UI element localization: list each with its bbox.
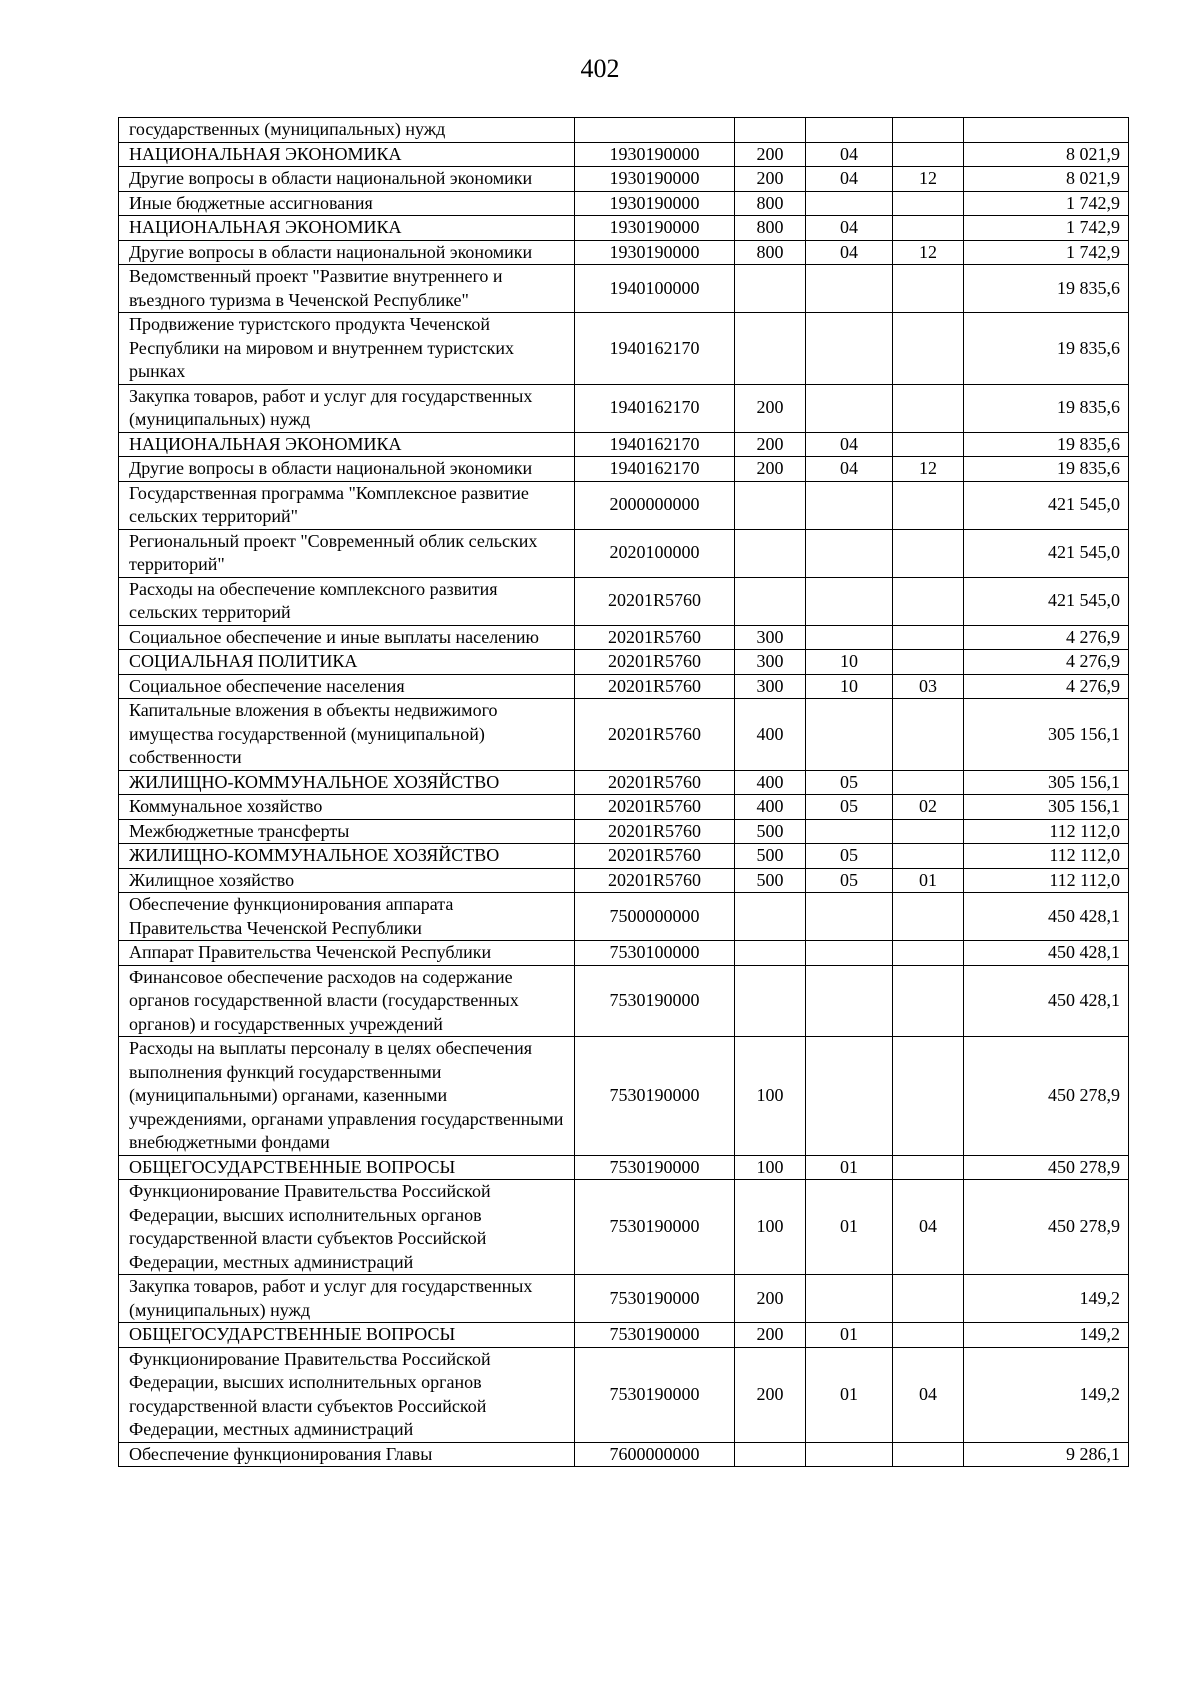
expense-type-cell bbox=[735, 265, 806, 313]
target-code-cell: 7530190000 bbox=[575, 1347, 735, 1442]
target-code-cell: 20201R5760 bbox=[575, 844, 735, 869]
target-code-cell: 20201R5760 bbox=[575, 770, 735, 795]
subsection-cell: 04 bbox=[893, 1180, 964, 1275]
section-cell: 04 bbox=[806, 432, 893, 457]
target-code-cell: 1940100000 bbox=[575, 265, 735, 313]
target-code-cell: 7530190000 bbox=[575, 1037, 735, 1156]
target-code-cell: 7530100000 bbox=[575, 941, 735, 966]
table-row bbox=[119, 1323, 1129, 1348]
budget-table bbox=[118, 117, 1129, 1467]
subsection-cell bbox=[893, 819, 964, 844]
row-name-cell: ЖИЛИЩНО-КОММУНАЛЬНОЕ ХОЗЯЙСТВО bbox=[119, 770, 575, 795]
expense-type-cell bbox=[735, 577, 806, 625]
row-name-cell: СОЦИАЛЬНАЯ ПОЛИТИКА bbox=[119, 650, 575, 675]
table-row bbox=[119, 1442, 1129, 1467]
expense-type-cell: 200 bbox=[735, 457, 806, 482]
target-code-cell: 7530190000 bbox=[575, 1155, 735, 1180]
page-number: 402 bbox=[580, 54, 620, 83]
table-row bbox=[119, 1155, 1129, 1180]
row-name-cell: Иные бюджетные ассигнования bbox=[119, 191, 575, 216]
table-row bbox=[119, 674, 1129, 699]
section-cell: 01 bbox=[806, 1323, 893, 1348]
target-code-cell: 20201R5760 bbox=[575, 699, 735, 771]
table-row bbox=[119, 770, 1129, 795]
expense-type-cell bbox=[735, 941, 806, 966]
expense-type-cell bbox=[735, 481, 806, 529]
section-cell bbox=[806, 819, 893, 844]
subsection-cell bbox=[893, 529, 964, 577]
row-name-cell: Обеспечение функционирования Главы bbox=[119, 1442, 575, 1467]
row-name-cell: Закупка товаров, работ и услуг для государственных (муниципальных) нужд bbox=[119, 1275, 575, 1323]
subsection-cell bbox=[893, 118, 964, 143]
section-cell bbox=[806, 893, 893, 941]
section-cell bbox=[806, 1442, 893, 1467]
expense-type-cell: 300 bbox=[735, 650, 806, 675]
target-code-cell: 1940162170 bbox=[575, 432, 735, 457]
amount-cell: 450 278,9 bbox=[964, 1155, 1129, 1180]
row-name-cell: Обеспечение функционирования аппарата Правительства Чеченской Республики bbox=[119, 893, 575, 941]
expense-type-cell bbox=[735, 529, 806, 577]
subsection-cell bbox=[893, 1323, 964, 1348]
table-row bbox=[119, 384, 1129, 432]
table-row bbox=[119, 457, 1129, 482]
section-cell: 01 bbox=[806, 1155, 893, 1180]
target-code-cell: 7530190000 bbox=[575, 1275, 735, 1323]
amount-cell: 1 742,9 bbox=[964, 191, 1129, 216]
row-name-cell: государственных (муниципальных) нужд bbox=[119, 118, 575, 143]
table-row bbox=[119, 1180, 1129, 1275]
amount-cell: 8 021,9 bbox=[964, 167, 1129, 192]
subsection-cell bbox=[893, 265, 964, 313]
row-name-cell: Региональный проект "Современный облик сельских территорий" bbox=[119, 529, 575, 577]
amount-cell: 4 276,9 bbox=[964, 650, 1129, 675]
subsection-cell bbox=[893, 699, 964, 771]
section-cell bbox=[806, 625, 893, 650]
amount-cell: 19 835,6 bbox=[964, 432, 1129, 457]
section-cell: 01 bbox=[806, 1347, 893, 1442]
amount-cell: 19 835,6 bbox=[964, 457, 1129, 482]
subsection-cell bbox=[893, 1442, 964, 1467]
amount-cell: 1 742,9 bbox=[964, 216, 1129, 241]
table-row bbox=[119, 1037, 1129, 1156]
expense-type-cell: 300 bbox=[735, 625, 806, 650]
expense-type-cell: 200 bbox=[735, 1323, 806, 1348]
table-row bbox=[119, 965, 1129, 1037]
table-row bbox=[119, 142, 1129, 167]
expense-type-cell: 400 bbox=[735, 699, 806, 771]
expense-type-cell: 200 bbox=[735, 432, 806, 457]
table-row bbox=[119, 577, 1129, 625]
target-code-cell: 1930190000 bbox=[575, 142, 735, 167]
amount-cell: 112 112,0 bbox=[964, 819, 1129, 844]
table-row bbox=[119, 481, 1129, 529]
target-code-cell: 7530190000 bbox=[575, 965, 735, 1037]
amount-cell bbox=[964, 118, 1129, 143]
expense-type-cell: 200 bbox=[735, 142, 806, 167]
subsection-cell: 04 bbox=[893, 1347, 964, 1442]
row-name-cell: Межбюджетные трансферты bbox=[119, 819, 575, 844]
subsection-cell bbox=[893, 432, 964, 457]
subsection-cell: 01 bbox=[893, 868, 964, 893]
row-name-cell: Закупка товаров, работ и услуг для государственных (муниципальных) нужд bbox=[119, 384, 575, 432]
subsection-cell bbox=[893, 481, 964, 529]
subsection-cell: 03 bbox=[893, 674, 964, 699]
section-cell bbox=[806, 1037, 893, 1156]
subsection-cell bbox=[893, 893, 964, 941]
section-cell: 04 bbox=[806, 216, 893, 241]
amount-cell: 19 835,6 bbox=[964, 313, 1129, 385]
target-code-cell: 2000000000 bbox=[575, 481, 735, 529]
section-cell bbox=[806, 529, 893, 577]
section-cell: 05 bbox=[806, 868, 893, 893]
target-code-cell: 1940162170 bbox=[575, 313, 735, 385]
expense-type-cell bbox=[735, 965, 806, 1037]
expense-type-cell: 400 bbox=[735, 770, 806, 795]
target-code-cell: 7530190000 bbox=[575, 1323, 735, 1348]
target-code-cell: 1930190000 bbox=[575, 167, 735, 192]
table-row bbox=[119, 819, 1129, 844]
target-code-cell: 7530190000 bbox=[575, 1180, 735, 1275]
row-name-cell: НАЦИОНАЛЬНАЯ ЭКОНОМИКА bbox=[119, 142, 575, 167]
table-row bbox=[119, 844, 1129, 869]
row-name-cell: НАЦИОНАЛЬНАЯ ЭКОНОМИКА bbox=[119, 216, 575, 241]
expense-type-cell: 800 bbox=[735, 216, 806, 241]
target-code-cell: 2020100000 bbox=[575, 529, 735, 577]
expense-type-cell: 400 bbox=[735, 795, 806, 820]
subsection-cell: 02 bbox=[893, 795, 964, 820]
row-name-cell: НАЦИОНАЛЬНАЯ ЭКОНОМИКА bbox=[119, 432, 575, 457]
expense-type-cell: 200 bbox=[735, 384, 806, 432]
target-code-cell bbox=[575, 118, 735, 143]
amount-cell: 149,2 bbox=[964, 1347, 1129, 1442]
expense-type-cell: 200 bbox=[735, 1347, 806, 1442]
row-name-cell: Функционирование Правительства Российской Федерации, высших исполнительных органов государственной власти субъектов Российской Федерации, местных администраций bbox=[119, 1347, 575, 1442]
subsection-cell bbox=[893, 313, 964, 385]
expense-type-cell: 100 bbox=[735, 1180, 806, 1275]
subsection-cell bbox=[893, 650, 964, 675]
expense-type-cell: 300 bbox=[735, 674, 806, 699]
amount-cell: 149,2 bbox=[964, 1275, 1129, 1323]
amount-cell: 450 428,1 bbox=[964, 893, 1129, 941]
target-code-cell: 1930190000 bbox=[575, 191, 735, 216]
subsection-cell bbox=[893, 216, 964, 241]
expense-type-cell: 500 bbox=[735, 868, 806, 893]
row-name-cell: Аппарат Правительства Чеченской Республики bbox=[119, 941, 575, 966]
amount-cell: 421 545,0 bbox=[964, 481, 1129, 529]
expense-type-cell: 500 bbox=[735, 819, 806, 844]
row-name-cell: Капитальные вложения в объекты недвижимого имущества государственной (муниципальной) собственности bbox=[119, 699, 575, 771]
amount-cell: 450 428,1 bbox=[964, 941, 1129, 966]
subsection-cell bbox=[893, 191, 964, 216]
amount-cell: 4 276,9 bbox=[964, 625, 1129, 650]
section-cell: 10 bbox=[806, 650, 893, 675]
amount-cell: 19 835,6 bbox=[964, 384, 1129, 432]
table-row bbox=[119, 1347, 1129, 1442]
section-cell: 04 bbox=[806, 240, 893, 265]
row-name-cell: Функционирование Правительства Российской Федерации, высших исполнительных органов государственной власти субъектов Российской Федерации, местных администраций bbox=[119, 1180, 575, 1275]
target-code-cell: 20201R5760 bbox=[575, 625, 735, 650]
row-name-cell: ЖИЛИЩНО-КОММУНАЛЬНОЕ ХОЗЯЙСТВО bbox=[119, 844, 575, 869]
amount-cell: 450 278,9 bbox=[964, 1180, 1129, 1275]
table-row bbox=[119, 625, 1129, 650]
table-row bbox=[119, 118, 1129, 143]
table-row bbox=[119, 868, 1129, 893]
amount-cell: 149,2 bbox=[964, 1323, 1129, 1348]
row-name-cell: Другие вопросы в области национальной экономики bbox=[119, 167, 575, 192]
table-row bbox=[119, 216, 1129, 241]
table-row bbox=[119, 941, 1129, 966]
expense-type-cell: 500 bbox=[735, 844, 806, 869]
target-code-cell: 20201R5760 bbox=[575, 674, 735, 699]
budget-table-body bbox=[119, 118, 1129, 1467]
target-code-cell: 20201R5760 bbox=[575, 819, 735, 844]
row-name-cell: Другие вопросы в области национальной экономики bbox=[119, 240, 575, 265]
subsection-cell: 12 bbox=[893, 167, 964, 192]
table-row bbox=[119, 240, 1129, 265]
table-row bbox=[119, 432, 1129, 457]
amount-cell: 9 286,1 bbox=[964, 1442, 1129, 1467]
amount-cell: 305 156,1 bbox=[964, 770, 1129, 795]
section-cell: 01 bbox=[806, 1180, 893, 1275]
expense-type-cell: 800 bbox=[735, 240, 806, 265]
target-code-cell: 20201R5760 bbox=[575, 868, 735, 893]
row-name-cell: ОБЩЕГОСУДАРСТВЕННЫЕ ВОПРОСЫ bbox=[119, 1155, 575, 1180]
amount-cell: 421 545,0 bbox=[964, 577, 1129, 625]
table-row bbox=[119, 313, 1129, 385]
subsection-cell bbox=[893, 770, 964, 795]
expense-type-cell: 100 bbox=[735, 1037, 806, 1156]
section-cell: 10 bbox=[806, 674, 893, 699]
row-name-cell: Государственная программа "Комплексное развитие сельских территорий" bbox=[119, 481, 575, 529]
section-cell bbox=[806, 941, 893, 966]
target-code-cell: 20201R5760 bbox=[575, 650, 735, 675]
amount-cell: 305 156,1 bbox=[964, 795, 1129, 820]
subsection-cell: 12 bbox=[893, 457, 964, 482]
subsection-cell bbox=[893, 1155, 964, 1180]
subsection-cell bbox=[893, 941, 964, 966]
table-row bbox=[119, 167, 1129, 192]
expense-type-cell bbox=[735, 313, 806, 385]
row-name-cell: Расходы на выплаты персоналу в целях обеспечения выполнения функций государственными (муниципальными) органами, казенными учреждениями, органами управления государственными внебюджетными фондами bbox=[119, 1037, 575, 1156]
row-name-cell: Жилищное хозяйство bbox=[119, 868, 575, 893]
amount-cell: 305 156,1 bbox=[964, 699, 1129, 771]
section-cell bbox=[806, 384, 893, 432]
amount-cell: 1 742,9 bbox=[964, 240, 1129, 265]
row-name-cell: Ведомственный проект "Развитие внутреннего и въездного туризма в Чеченской Республике" bbox=[119, 265, 575, 313]
expense-type-cell bbox=[735, 1442, 806, 1467]
table-row bbox=[119, 795, 1129, 820]
section-cell: 05 bbox=[806, 844, 893, 869]
expense-type-cell: 200 bbox=[735, 1275, 806, 1323]
target-code-cell: 20201R5760 bbox=[575, 577, 735, 625]
amount-cell: 450 428,1 bbox=[964, 965, 1129, 1037]
section-cell bbox=[806, 313, 893, 385]
expense-type-cell: 800 bbox=[735, 191, 806, 216]
section-cell: 04 bbox=[806, 167, 893, 192]
table-row bbox=[119, 893, 1129, 941]
row-name-cell: ОБЩЕГОСУДАРСТВЕННЫЕ ВОПРОСЫ bbox=[119, 1323, 575, 1348]
subsection-cell bbox=[893, 1037, 964, 1156]
subsection-cell bbox=[893, 1275, 964, 1323]
section-cell bbox=[806, 191, 893, 216]
section-cell: 04 bbox=[806, 142, 893, 167]
section-cell bbox=[806, 965, 893, 1037]
row-name-cell: Финансовое обеспечение расходов на содержание органов государственной власти (государственных органов) и государственных учреждений bbox=[119, 965, 575, 1037]
target-code-cell: 1940162170 bbox=[575, 384, 735, 432]
section-cell bbox=[806, 265, 893, 313]
row-name-cell: Социальное обеспечение населения bbox=[119, 674, 575, 699]
target-code-cell: 1940162170 bbox=[575, 457, 735, 482]
subsection-cell bbox=[893, 577, 964, 625]
row-name-cell: Другие вопросы в области национальной экономики bbox=[119, 457, 575, 482]
subsection-cell bbox=[893, 384, 964, 432]
row-name-cell: Социальное обеспечение и иные выплаты населению bbox=[119, 625, 575, 650]
target-code-cell: 7600000000 bbox=[575, 1442, 735, 1467]
section-cell: 04 bbox=[806, 457, 893, 482]
subsection-cell bbox=[893, 625, 964, 650]
amount-cell: 4 276,9 bbox=[964, 674, 1129, 699]
target-code-cell: 1930190000 bbox=[575, 216, 735, 241]
target-code-cell: 7500000000 bbox=[575, 893, 735, 941]
section-cell bbox=[806, 577, 893, 625]
section-cell bbox=[806, 118, 893, 143]
expense-type-cell: 200 bbox=[735, 167, 806, 192]
amount-cell: 450 278,9 bbox=[964, 1037, 1129, 1156]
amount-cell: 421 545,0 bbox=[964, 529, 1129, 577]
subsection-cell bbox=[893, 965, 964, 1037]
section-cell bbox=[806, 1275, 893, 1323]
row-name-cell: Коммунальное хозяйство bbox=[119, 795, 575, 820]
table-row bbox=[119, 1275, 1129, 1323]
amount-cell: 8 021,9 bbox=[964, 142, 1129, 167]
section-cell: 05 bbox=[806, 770, 893, 795]
subsection-cell bbox=[893, 142, 964, 167]
section-cell bbox=[806, 699, 893, 771]
table-row bbox=[119, 191, 1129, 216]
amount-cell: 19 835,6 bbox=[964, 265, 1129, 313]
table-row bbox=[119, 699, 1129, 771]
table-row bbox=[119, 265, 1129, 313]
subsection-cell: 12 bbox=[893, 240, 964, 265]
table-row bbox=[119, 529, 1129, 577]
expense-type-cell bbox=[735, 893, 806, 941]
row-name-cell: Продвижение туристского продукта Чеченской Республики на мировом и внутреннем туристских рынках bbox=[119, 313, 575, 385]
expense-type-cell bbox=[735, 118, 806, 143]
expense-type-cell: 100 bbox=[735, 1155, 806, 1180]
subsection-cell bbox=[893, 844, 964, 869]
amount-cell: 112 112,0 bbox=[964, 868, 1129, 893]
row-name-cell: Расходы на обеспечение комплексного развития сельских территорий bbox=[119, 577, 575, 625]
section-cell: 05 bbox=[806, 795, 893, 820]
section-cell bbox=[806, 481, 893, 529]
target-code-cell: 20201R5760 bbox=[575, 795, 735, 820]
target-code-cell: 1930190000 bbox=[575, 240, 735, 265]
amount-cell: 112 112,0 bbox=[964, 844, 1129, 869]
table-row bbox=[119, 650, 1129, 675]
